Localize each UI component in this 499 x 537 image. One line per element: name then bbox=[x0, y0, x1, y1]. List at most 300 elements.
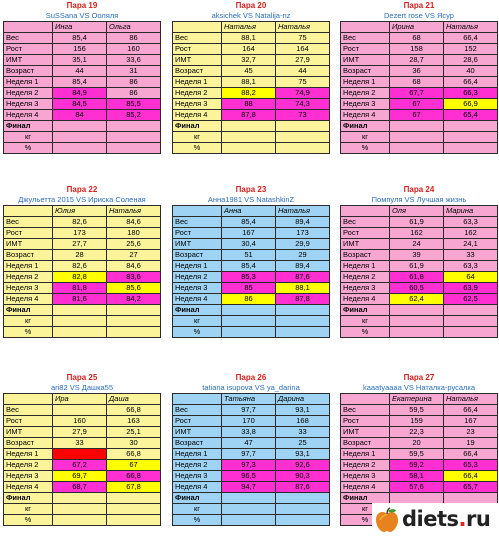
row-label: Неделя 3 bbox=[173, 283, 222, 294]
value-cell: 20 bbox=[390, 438, 444, 449]
pair-title: Пара 25 bbox=[66, 373, 98, 382]
value-cell bbox=[444, 132, 498, 143]
table-row bbox=[341, 305, 498, 316]
row-label: ИМТ bbox=[341, 55, 390, 66]
table-row bbox=[341, 405, 498, 416]
participant-name: Ирина bbox=[390, 22, 444, 33]
pair-title: Пара 19 bbox=[66, 1, 98, 10]
row-label: Неделя 4 bbox=[4, 294, 53, 305]
row-label: Неделя 3 bbox=[4, 99, 53, 110]
table-row bbox=[4, 471, 161, 482]
participant-name: Наталья bbox=[222, 22, 276, 33]
table-row bbox=[4, 493, 161, 504]
row-label: кг bbox=[341, 316, 390, 327]
row-label: кг bbox=[173, 316, 222, 327]
table-row bbox=[341, 88, 498, 99]
value-cell: 86 bbox=[107, 77, 161, 88]
value-cell bbox=[222, 305, 276, 316]
row-label: Неделя 2 bbox=[341, 88, 390, 99]
table-row bbox=[341, 316, 498, 327]
row-label: Неделя 2 bbox=[341, 460, 390, 471]
row-label: Неделя 4 bbox=[341, 110, 390, 121]
table-row bbox=[341, 217, 498, 228]
value-cell: 67,2 bbox=[53, 460, 107, 471]
table-row bbox=[341, 55, 498, 66]
value-cell: 67 bbox=[107, 460, 161, 471]
table-row bbox=[173, 316, 330, 327]
table-row bbox=[341, 471, 498, 482]
value-cell bbox=[107, 143, 161, 154]
participant-name: Наталья bbox=[444, 22, 498, 33]
value-cell: 97,3 bbox=[222, 460, 276, 471]
value-cell bbox=[390, 121, 444, 132]
value-cell: 64 bbox=[444, 272, 498, 283]
row-label: Неделя 1 bbox=[4, 77, 53, 88]
corner-cell bbox=[341, 206, 390, 217]
value-cell: 63,9 bbox=[444, 283, 498, 294]
value-cell: 61,9 bbox=[390, 217, 444, 228]
value-cell: 88,2 bbox=[222, 88, 276, 99]
value-cell: 44 bbox=[53, 66, 107, 77]
row-label: кг bbox=[4, 132, 53, 143]
table-row bbox=[173, 217, 330, 228]
value-cell: 63,3 bbox=[444, 261, 498, 272]
value-cell: 35,1 bbox=[53, 55, 107, 66]
table-row bbox=[4, 515, 161, 526]
row-label: Вес bbox=[173, 217, 222, 228]
value-cell: 162 bbox=[444, 228, 498, 239]
pair-table bbox=[172, 393, 330, 526]
value-cell: 22,3 bbox=[390, 427, 444, 438]
header-row bbox=[173, 394, 330, 405]
row-label: ИМТ bbox=[4, 239, 53, 250]
table-row bbox=[4, 460, 161, 471]
value-cell: 27 bbox=[107, 250, 161, 261]
table-row bbox=[173, 44, 330, 55]
table-row bbox=[4, 305, 161, 316]
participant-name: Даша bbox=[107, 394, 161, 405]
value-cell: 90,3 bbox=[276, 471, 330, 482]
pair-participants: kaaatyaaaa VS Наталка-русалка bbox=[362, 383, 476, 392]
value-cell: 75 bbox=[276, 77, 330, 88]
row-label: Вес bbox=[341, 217, 390, 228]
value-cell: 68,7 bbox=[53, 482, 107, 493]
value-cell bbox=[222, 327, 276, 338]
value-cell bbox=[53, 316, 107, 327]
table-row bbox=[173, 493, 330, 504]
table-row bbox=[4, 66, 161, 77]
value-cell: 30,4 bbox=[222, 239, 276, 250]
table-row bbox=[341, 99, 498, 110]
value-cell: 30 bbox=[107, 438, 161, 449]
pair-participants: tatiana isupova VS ya_darina bbox=[202, 383, 300, 392]
table-row bbox=[4, 77, 161, 88]
row-label: Рост bbox=[4, 44, 53, 55]
table-row bbox=[341, 327, 498, 338]
row-label: кг bbox=[341, 132, 390, 143]
table-row bbox=[4, 33, 161, 44]
row-label: Возраст bbox=[173, 66, 222, 77]
value-cell: 84,6 bbox=[107, 217, 161, 228]
value-cell bbox=[276, 305, 330, 316]
row-label: Финал bbox=[173, 493, 222, 504]
table-row bbox=[4, 228, 161, 239]
table-row bbox=[341, 143, 498, 154]
table-row bbox=[173, 228, 330, 239]
participant-name: Ира bbox=[53, 394, 107, 405]
row-label: Финал bbox=[173, 305, 222, 316]
value-cell bbox=[107, 305, 161, 316]
row-label: Неделя 1 bbox=[4, 261, 53, 272]
pair-block bbox=[172, 373, 330, 526]
value-cell: 160 bbox=[107, 44, 161, 55]
value-cell: 66,8 bbox=[107, 449, 161, 460]
value-cell bbox=[276, 504, 330, 515]
row-label: Финал bbox=[341, 493, 390, 504]
pair-block bbox=[3, 1, 161, 154]
row-label: Финал bbox=[173, 121, 222, 132]
value-cell: 28,7 bbox=[390, 55, 444, 66]
table-row bbox=[173, 239, 330, 250]
pair-block bbox=[172, 1, 330, 154]
table-row bbox=[173, 471, 330, 482]
value-cell bbox=[53, 493, 107, 504]
value-cell bbox=[276, 316, 330, 327]
value-cell: 93,1 bbox=[276, 449, 330, 460]
table-row bbox=[173, 250, 330, 261]
value-cell: 87,6 bbox=[276, 482, 330, 493]
value-cell: 173 bbox=[53, 228, 107, 239]
value-cell bbox=[107, 327, 161, 338]
row-label: кг bbox=[4, 504, 53, 515]
value-cell: 66,4 bbox=[444, 77, 498, 88]
participant-name: Екатерина bbox=[390, 394, 444, 405]
value-cell: 36 bbox=[390, 66, 444, 77]
table-row bbox=[4, 132, 161, 143]
value-cell: 83,6 bbox=[107, 272, 161, 283]
value-cell: 85,2 bbox=[107, 110, 161, 121]
value-cell: 63,3 bbox=[444, 217, 498, 228]
participant-name: Наталья bbox=[276, 22, 330, 33]
value-cell: 27,9 bbox=[53, 427, 107, 438]
value-cell: 86 bbox=[107, 88, 161, 99]
header-row bbox=[4, 22, 161, 33]
table-row bbox=[4, 110, 161, 121]
pair-table bbox=[3, 205, 161, 338]
row-label: Финал bbox=[341, 121, 390, 132]
table-row bbox=[4, 504, 161, 515]
value-cell: 93,1 bbox=[276, 405, 330, 416]
row-label: ИМТ bbox=[173, 427, 222, 438]
table-row bbox=[173, 272, 330, 283]
value-cell bbox=[53, 305, 107, 316]
table-row bbox=[4, 316, 161, 327]
table-row bbox=[173, 405, 330, 416]
table-row bbox=[341, 272, 498, 283]
value-cell: 96,5 bbox=[222, 471, 276, 482]
table-row bbox=[341, 66, 498, 77]
value-cell bbox=[276, 143, 330, 154]
table-row bbox=[173, 482, 330, 493]
participant-name: Татьяна bbox=[222, 394, 276, 405]
row-label: % bbox=[341, 143, 390, 154]
row-label: Финал bbox=[4, 493, 53, 504]
header-row bbox=[4, 394, 161, 405]
row-label: Неделя 4 bbox=[4, 110, 53, 121]
pair-block bbox=[3, 373, 161, 526]
participant-name: Юлия bbox=[53, 206, 107, 217]
row-label: Рост bbox=[341, 44, 390, 55]
pair-block bbox=[340, 1, 498, 154]
value-cell: 59,5 bbox=[390, 405, 444, 416]
row-label: Возраст bbox=[173, 250, 222, 261]
value-cell bbox=[53, 504, 107, 515]
table-row bbox=[341, 121, 498, 132]
value-cell: 82,8 bbox=[53, 272, 107, 283]
pair-title: Пара 21 bbox=[403, 1, 435, 10]
table-row bbox=[341, 110, 498, 121]
value-cell: 28,6 bbox=[444, 55, 498, 66]
value-cell: 66,4 bbox=[444, 449, 498, 460]
value-cell: 168 bbox=[276, 416, 330, 427]
row-label: Вес bbox=[173, 33, 222, 44]
row-label: % bbox=[4, 515, 53, 526]
table-row bbox=[341, 77, 498, 88]
table-row bbox=[4, 121, 161, 132]
corner-cell bbox=[173, 206, 222, 217]
pair-table bbox=[3, 393, 161, 526]
value-cell: 58,1 bbox=[390, 471, 444, 482]
value-cell: 152 bbox=[444, 44, 498, 55]
value-cell bbox=[222, 504, 276, 515]
table-row bbox=[341, 132, 498, 143]
value-cell: 25,6 bbox=[107, 239, 161, 250]
corner-cell bbox=[341, 394, 390, 405]
table-row bbox=[4, 482, 161, 493]
table-row bbox=[173, 66, 330, 77]
participant-name: Ольга bbox=[107, 22, 161, 33]
value-cell: 85,4 bbox=[53, 77, 107, 88]
table-row bbox=[4, 405, 161, 416]
value-cell bbox=[222, 121, 276, 132]
corner-cell bbox=[173, 22, 222, 33]
pair-title: Пара 27 bbox=[403, 373, 435, 382]
pair-table bbox=[3, 21, 161, 154]
row-label: ИМТ bbox=[4, 427, 53, 438]
value-cell: 73 bbox=[276, 110, 330, 121]
row-label: Неделя 1 bbox=[4, 449, 53, 460]
pair-block bbox=[3, 185, 161, 338]
row-label: Рост bbox=[173, 416, 222, 427]
apple-icon bbox=[374, 507, 400, 533]
table-row bbox=[341, 44, 498, 55]
value-cell: 84,2 bbox=[107, 294, 161, 305]
logo-text: diets.ru bbox=[402, 507, 491, 531]
table-row bbox=[341, 33, 498, 44]
row-label: Вес bbox=[4, 33, 53, 44]
value-cell: 45 bbox=[222, 66, 276, 77]
value-cell: 66,9 bbox=[444, 99, 498, 110]
value-cell: 68 bbox=[390, 33, 444, 44]
value-cell: 85 bbox=[222, 283, 276, 294]
row-label: ИМТ bbox=[341, 239, 390, 250]
participant-name: Дарина bbox=[276, 394, 330, 405]
value-cell: 156 bbox=[53, 44, 107, 55]
header-row bbox=[341, 22, 498, 33]
row-label: Неделя 4 bbox=[173, 482, 222, 493]
table-row bbox=[4, 449, 161, 460]
value-cell: 27,7 bbox=[53, 239, 107, 250]
value-cell: 167 bbox=[444, 416, 498, 427]
value-cell: 62,5 bbox=[444, 294, 498, 305]
table-row bbox=[4, 88, 161, 99]
participant-name: Анна bbox=[222, 206, 276, 217]
value-cell: 62,4 bbox=[390, 294, 444, 305]
row-label: Неделя 1 bbox=[341, 77, 390, 88]
value-cell: 67 bbox=[390, 99, 444, 110]
table-row bbox=[173, 110, 330, 121]
value-cell bbox=[390, 132, 444, 143]
pair-block bbox=[172, 185, 330, 338]
table-row bbox=[173, 416, 330, 427]
row-label: Возраст bbox=[4, 66, 53, 77]
value-cell bbox=[276, 121, 330, 132]
value-cell: 39 bbox=[390, 250, 444, 261]
diets-logo bbox=[372, 503, 499, 537]
pair-participants: Помпуля VS Лучшая жизнь bbox=[371, 195, 467, 204]
pair-table bbox=[340, 21, 498, 154]
value-cell bbox=[276, 132, 330, 143]
table-row bbox=[173, 55, 330, 66]
value-cell: 65,4 bbox=[444, 110, 498, 121]
value-cell: 87,8 bbox=[222, 110, 276, 121]
value-cell: 97,7 bbox=[222, 405, 276, 416]
row-label: кг bbox=[173, 132, 222, 143]
row-label: Неделя 1 bbox=[173, 449, 222, 460]
table-row bbox=[341, 228, 498, 239]
table-row bbox=[4, 283, 161, 294]
value-cell: 24 bbox=[390, 239, 444, 250]
pair-participants: aksichek VS Natalija-nz bbox=[211, 11, 291, 20]
row-label: Неделя 3 bbox=[341, 99, 390, 110]
value-cell: 85,6 bbox=[107, 283, 161, 294]
row-label: ИМТ bbox=[4, 55, 53, 66]
value-cell: 160 bbox=[53, 416, 107, 427]
table-row bbox=[341, 283, 498, 294]
value-cell: 40 bbox=[444, 66, 498, 77]
table-row bbox=[4, 438, 161, 449]
table-row bbox=[341, 460, 498, 471]
row-label: Возраст bbox=[173, 438, 222, 449]
row-label: Неделя 3 bbox=[341, 471, 390, 482]
value-cell bbox=[276, 327, 330, 338]
value-cell: 75 bbox=[276, 33, 330, 44]
row-label: Неделя 4 bbox=[173, 110, 222, 121]
pair-block bbox=[340, 185, 498, 338]
value-cell: 163 bbox=[107, 416, 161, 427]
header-row bbox=[341, 394, 498, 405]
value-cell bbox=[53, 327, 107, 338]
row-label: Рост bbox=[173, 228, 222, 239]
value-cell: 67 bbox=[390, 110, 444, 121]
value-cell bbox=[390, 327, 444, 338]
row-label: Возраст bbox=[341, 438, 390, 449]
value-cell bbox=[390, 143, 444, 154]
value-cell bbox=[390, 316, 444, 327]
table-row bbox=[4, 99, 161, 110]
value-cell: 69,7 bbox=[53, 471, 107, 482]
value-cell bbox=[53, 405, 107, 416]
value-cell bbox=[444, 121, 498, 132]
row-label: ИМТ bbox=[173, 55, 222, 66]
value-cell: 33 bbox=[276, 427, 330, 438]
header-row bbox=[173, 22, 330, 33]
table-row bbox=[173, 460, 330, 471]
pair-participants: Джульетта 2015 VS Ириска Соленая bbox=[18, 195, 146, 204]
value-cell: 84,6 bbox=[107, 261, 161, 272]
value-cell: 61,9 bbox=[390, 261, 444, 272]
value-cell: 85,4 bbox=[53, 33, 107, 44]
value-cell bbox=[444, 316, 498, 327]
value-cell bbox=[222, 143, 276, 154]
value-cell bbox=[222, 316, 276, 327]
value-cell: 74,3 bbox=[276, 99, 330, 110]
value-cell: 59,2 bbox=[390, 460, 444, 471]
pair-title: Пара 24 bbox=[403, 185, 435, 194]
value-cell: 66,4 bbox=[444, 471, 498, 482]
value-cell: 51 bbox=[222, 250, 276, 261]
corner-cell bbox=[173, 394, 222, 405]
table-row bbox=[4, 416, 161, 427]
row-label: Возраст bbox=[341, 66, 390, 77]
table-row bbox=[341, 449, 498, 460]
table-row bbox=[4, 250, 161, 261]
value-cell: 87,6 bbox=[276, 272, 330, 283]
value-cell: 86 bbox=[107, 33, 161, 44]
row-label: Вес bbox=[341, 405, 390, 416]
value-cell bbox=[53, 143, 107, 154]
pair-title: Пара 22 bbox=[66, 185, 98, 194]
pair-participants: Dezert rose VS Ясур bbox=[384, 11, 454, 20]
table-row bbox=[341, 261, 498, 272]
row-label: % bbox=[173, 143, 222, 154]
row-label: Неделя 2 bbox=[173, 460, 222, 471]
value-cell: 65,3 bbox=[444, 460, 498, 471]
participant-name: Наталья bbox=[444, 394, 498, 405]
pair-title: Пара 23 bbox=[235, 185, 267, 194]
value-cell: 180 bbox=[107, 228, 161, 239]
header-row bbox=[173, 206, 330, 217]
value-cell bbox=[276, 515, 330, 526]
row-label: кг bbox=[341, 504, 390, 515]
value-cell: 66,4 bbox=[444, 405, 498, 416]
corner-cell bbox=[341, 22, 390, 33]
value-cell: 88,1 bbox=[222, 77, 276, 88]
row-label: Неделя 4 bbox=[341, 294, 390, 305]
value-cell: 57,6 bbox=[390, 482, 444, 493]
pair-participants: SuSSana VS Ооляля bbox=[45, 11, 119, 20]
table-row bbox=[341, 416, 498, 427]
value-cell: 25 bbox=[276, 438, 330, 449]
table-row bbox=[4, 143, 161, 154]
value-cell: 159 bbox=[390, 416, 444, 427]
table-row bbox=[341, 294, 498, 305]
pair-table bbox=[172, 205, 330, 338]
value-cell: 85,4 bbox=[222, 261, 276, 272]
participant-name: Инга bbox=[53, 22, 107, 33]
value-cell: 81,8 bbox=[53, 283, 107, 294]
value-cell: 81,6 bbox=[53, 294, 107, 305]
